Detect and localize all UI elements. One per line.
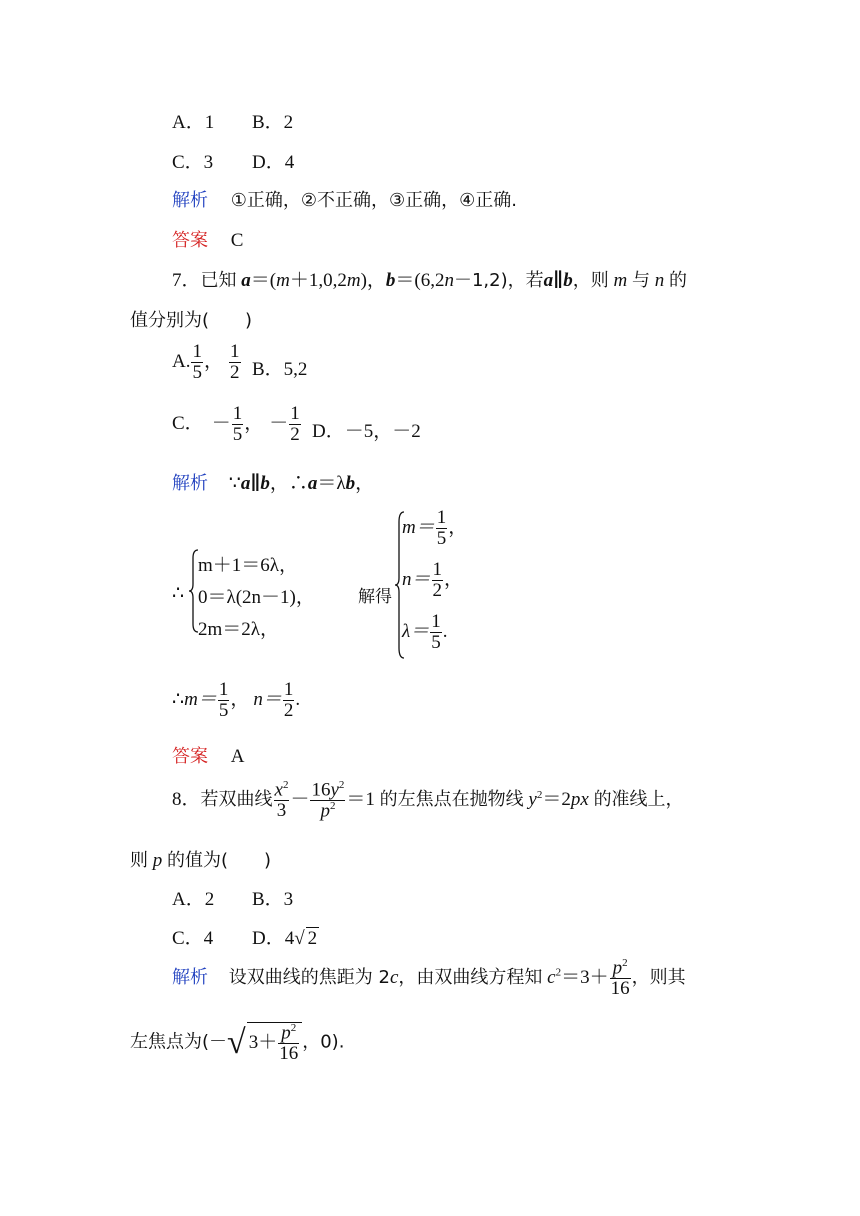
system-row: 2m＝2λ， bbox=[198, 619, 279, 640]
vector-b: b bbox=[385, 270, 396, 291]
answer-value: C bbox=[230, 230, 244, 251]
q6-option-a: A．1 bbox=[172, 112, 215, 133]
q6-option-c: C．3 bbox=[172, 152, 214, 173]
q7-option-a: A. $\frac{1}{5}$ ， $\frac{1}{2}$ bbox=[172, 341, 240, 383]
option-letter: A. bbox=[172, 350, 191, 372]
fraction: $\frac{1}{2}$ bbox=[230, 341, 240, 383]
analysis-label: 解析 bbox=[172, 190, 208, 211]
fraction: $\frac{x^2}{3}$ bbox=[274, 779, 289, 822]
sqrt-sign: √ bbox=[294, 928, 305, 949]
analysis-label: 解析 bbox=[172, 966, 208, 988]
stem-text: ＝( bbox=[250, 270, 277, 291]
answer-label: 答案 bbox=[172, 230, 208, 251]
answer-value: A bbox=[230, 746, 245, 767]
q7-stem-line2: 值分别为( ) bbox=[130, 310, 253, 331]
q8-option-d: D．4√ 2 bbox=[252, 928, 318, 949]
q8-analysis-line2: 左焦点为(－√ 3＋ $\frac{p^2}{16}$ ，0). bbox=[130, 1022, 345, 1065]
q8-stem-line1: 8．若双曲线 $\frac{x^2}{3}$ － $\frac{16y^2}{p^2}$ ＝1 的左焦点在抛物线 $y^2=2px$ 的准线上， bbox=[172, 779, 684, 822]
final-result: ∴m＝ $\frac{1}{5}$ ， n＝ $\frac{1}{2}$ . bbox=[172, 679, 301, 721]
solution-lambda: λ＝ $\frac{1}{5}$ . bbox=[402, 611, 448, 653]
answer-label: 答案 bbox=[172, 746, 208, 767]
fraction: $\frac{1}{2}$ bbox=[290, 403, 300, 445]
sqrt-sign: √ bbox=[227, 1024, 246, 1062]
stem-text: 的 bbox=[668, 270, 687, 291]
fraction: $\frac{16y^2}{p^2}$ bbox=[311, 779, 345, 822]
fraction: $\frac{p^2}{16}$ bbox=[610, 957, 630, 1000]
solution-n: n＝ $\frac{1}{2}$ ， bbox=[402, 559, 464, 601]
stem-text: ＝(6,2 bbox=[395, 270, 445, 291]
q6-answer bbox=[172, 226, 243, 252]
q7-option-c: C． － $\frac{1}{5}$ ， － $\frac{1}{2}$ bbox=[172, 403, 300, 445]
fraction: $\frac{1}{5}$ bbox=[232, 403, 243, 445]
q8-option-c: C．4 bbox=[172, 928, 214, 949]
q8-option-b: B．3 bbox=[252, 889, 294, 910]
therefore-symbol: ∴ bbox=[172, 583, 185, 604]
stem-text: 与 bbox=[631, 270, 650, 291]
system-row: 0＝λ(2n－1)， bbox=[198, 587, 315, 608]
q7-option-b: B．5,2 bbox=[252, 359, 308, 380]
q7-option-d: D．－5，－2 bbox=[312, 421, 421, 442]
var-m: m bbox=[613, 270, 628, 291]
q8-option-a: A．2 bbox=[172, 889, 215, 910]
analysis-text: ①正确，②不正确，③正确，④正确. bbox=[230, 190, 518, 211]
system-row: m＋1＝6λ， bbox=[198, 555, 298, 576]
var-n: n bbox=[444, 270, 454, 291]
parallel-condition: a∥b bbox=[543, 270, 573, 291]
vector-a: a bbox=[241, 270, 251, 291]
stem-text: )， bbox=[360, 270, 386, 291]
q8-analysis-line1: 解析 设双曲线的焦距为 2c，由双曲线方程知 $c^2=3+$ $\frac{p^2}{16}$ ，则其 bbox=[172, 957, 686, 1000]
q8-stem-line2: 则 p 的值为( ) bbox=[130, 850, 272, 871]
q6-option-d: D．4 bbox=[252, 152, 295, 173]
stem-text: ，则 bbox=[572, 270, 609, 291]
q7-analysis: 解析 ∵a∥b，∴a＝λb， bbox=[172, 473, 375, 494]
solve-label: 解得 bbox=[358, 587, 392, 607]
var-n: n bbox=[654, 270, 665, 291]
question-number: 7． bbox=[172, 270, 201, 291]
stem-text: －1,2)，若 bbox=[453, 270, 544, 291]
q6-option-b: B．2 bbox=[252, 112, 294, 133]
stem-text: 已知 bbox=[200, 270, 237, 291]
analysis-label: 解析 bbox=[172, 473, 208, 494]
solution-m: m＝ $\frac{1}{5}$ ， bbox=[402, 507, 468, 549]
stem-text: ＋1,0,2 bbox=[289, 270, 347, 291]
var-m: m bbox=[276, 270, 290, 291]
q7-answer bbox=[172, 742, 244, 768]
fraction: $\frac{1}{5}$ bbox=[192, 341, 202, 383]
var-m: m bbox=[346, 270, 361, 291]
q7-stem-line1 bbox=[172, 265, 687, 292]
q6-analysis bbox=[172, 186, 517, 212]
